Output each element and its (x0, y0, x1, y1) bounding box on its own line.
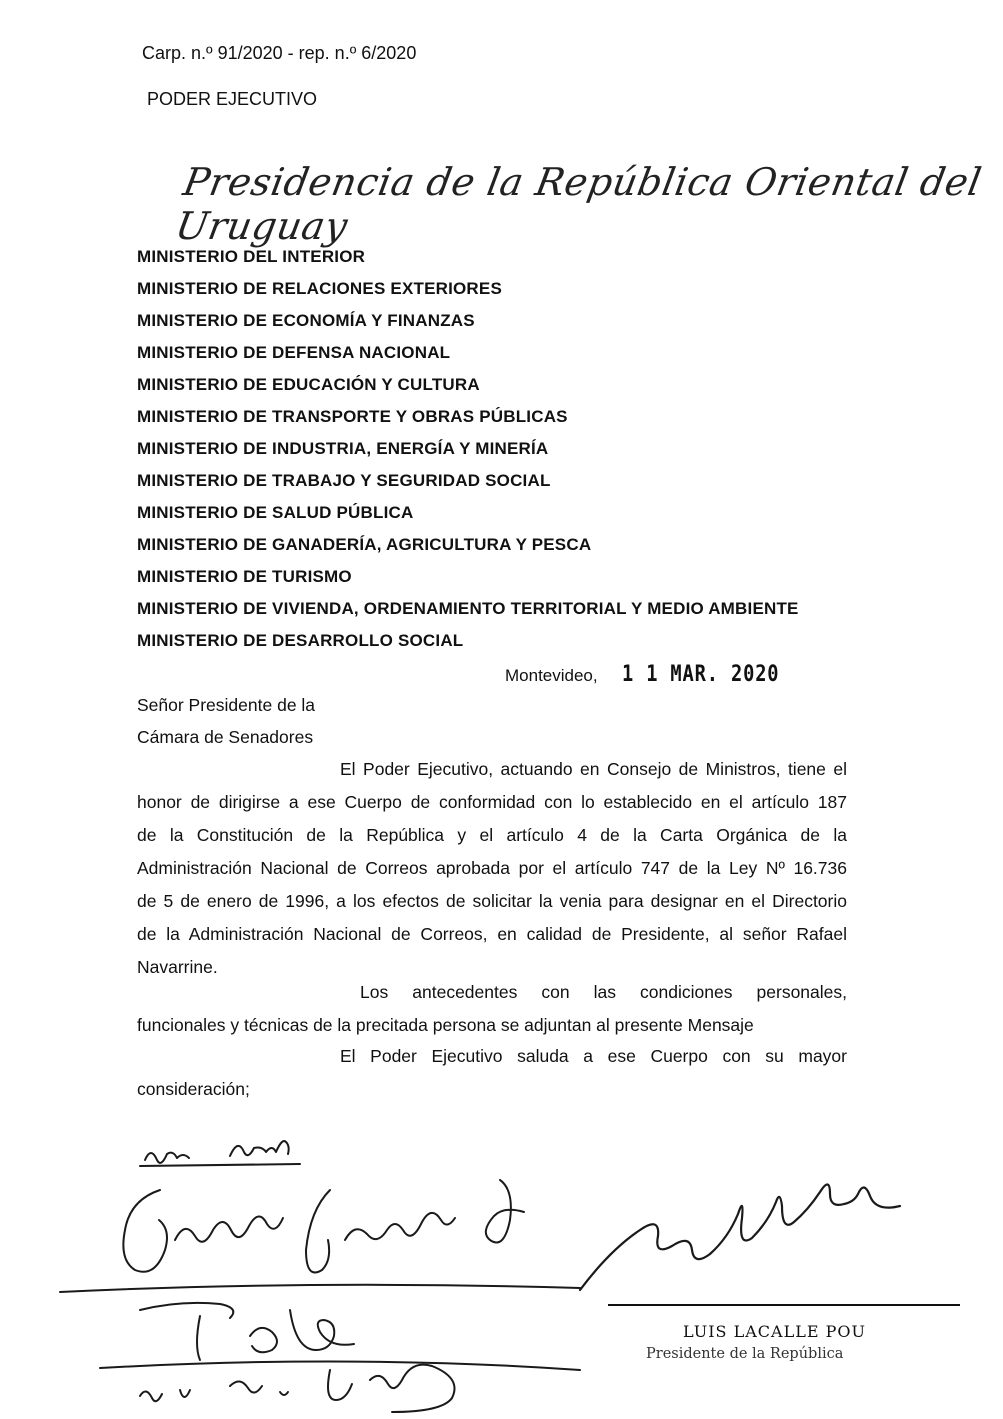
ministry-item: MINISTERIO DE EDUCACIÓN Y CULTURA (137, 375, 480, 394)
paragraph-2 (137, 976, 847, 1042)
ministry-item: MINISTERIO DE TRABAJO Y SEGURIDAD SOCIAL (137, 471, 551, 490)
paragraph-1-line: honor de dirigirse a ese Cuerpo de conformidad con lo establecido en el artículo 187 (137, 792, 847, 812)
ministry-list (137, 245, 799, 661)
president-signature (560, 1180, 960, 1310)
signatory-name: LUIS LACALLE POU (683, 1322, 866, 1341)
paragraph-1-last-line: Navarrine. (137, 957, 218, 977)
signature-line (608, 1304, 960, 1306)
ministry-item: MINISTERIO DEL INTERIOR (137, 247, 366, 266)
paragraph-3-last-line: consideración; (137, 1079, 250, 1099)
paragraph-1-line: de la Constitución de la República y el artículo 4 de la Carta Orgánica de la (137, 825, 847, 845)
ministers-signatures (0, 1130, 620, 1419)
paragraph-1-line: de la Administración Nacional de Correos, en calidad de Presidente, al señor Rafael (137, 924, 847, 944)
signatory-title: Presidente de la República (646, 1346, 844, 1362)
paragraph-3 (137, 1040, 847, 1106)
executive-power-label: PODER EJECUTIVO (147, 89, 318, 109)
place-date (505, 662, 807, 687)
paragraph-2-first-line: Los antecedentes con las condiciones personales, (360, 982, 847, 1002)
paragraph-1 (137, 753, 847, 984)
paragraph-1-line: Administración Nacional de Correos aprobada por el artículo 747 de la Ley Nº 16.736 (137, 858, 847, 878)
addressee-line-2: Cámara de Senadores (137, 727, 314, 747)
date-stamp: 1 1 MAR. 2020 (621, 662, 780, 687)
ministry-item: MINISTERIO DE TRANSPORTE Y OBRAS PÚBLICAS (137, 407, 568, 426)
ministry-item: MINISTERIO DE GANADERÍA, AGRICULTURA Y PESCA (137, 535, 592, 554)
ministry-item: MINISTERIO DE DEFENSA NACIONAL (137, 343, 451, 362)
place: Montevideo, (505, 666, 598, 685)
ministry-item: MINISTERIO DE ECONOMÍA Y FINANZAS (137, 311, 475, 330)
ministry-item: MINISTERIO DE VIVIENDA, ORDENAMIENTO TERRITORIAL Y MEDIO AMBIENTE (137, 599, 799, 618)
paragraph-1-first-line: El Poder Ejecutivo, actuando en Consejo de Ministros, tiene el (340, 759, 847, 779)
ministry-item: MINISTERIO DE DESARROLLO SOCIAL (137, 631, 464, 650)
paragraph-2-last-line: funcionales y técnicas de la precitada persona se adjuntan al presente Mensaje (137, 1015, 754, 1035)
paragraph-3-first-line: El Poder Ejecutivo saluda a ese Cuerpo con su mayor (340, 1046, 847, 1066)
reference-number: Carp. n.º 91/2020 - rep. n.º 6/2020 (142, 43, 417, 63)
letterhead: Presidencia de la República Oriental del Uruguay (172, 160, 985, 248)
paragraph-1-line: de 5 de enero de 1996, a los efectos de solicitar la venia para designar en el Directorio (137, 891, 847, 911)
addressee-line-1: Señor Presidente de la (137, 695, 316, 715)
ministry-item: MINISTERIO DE TURISMO (137, 567, 352, 586)
ministry-item: MINISTERIO DE INDUSTRIA, ENERGÍA Y MINERÍA (137, 439, 549, 458)
ministry-item: MINISTERIO DE SALUD PÚBLICA (137, 503, 414, 522)
ministry-item: MINISTERIO DE RELACIONES EXTERIORES (137, 279, 502, 298)
